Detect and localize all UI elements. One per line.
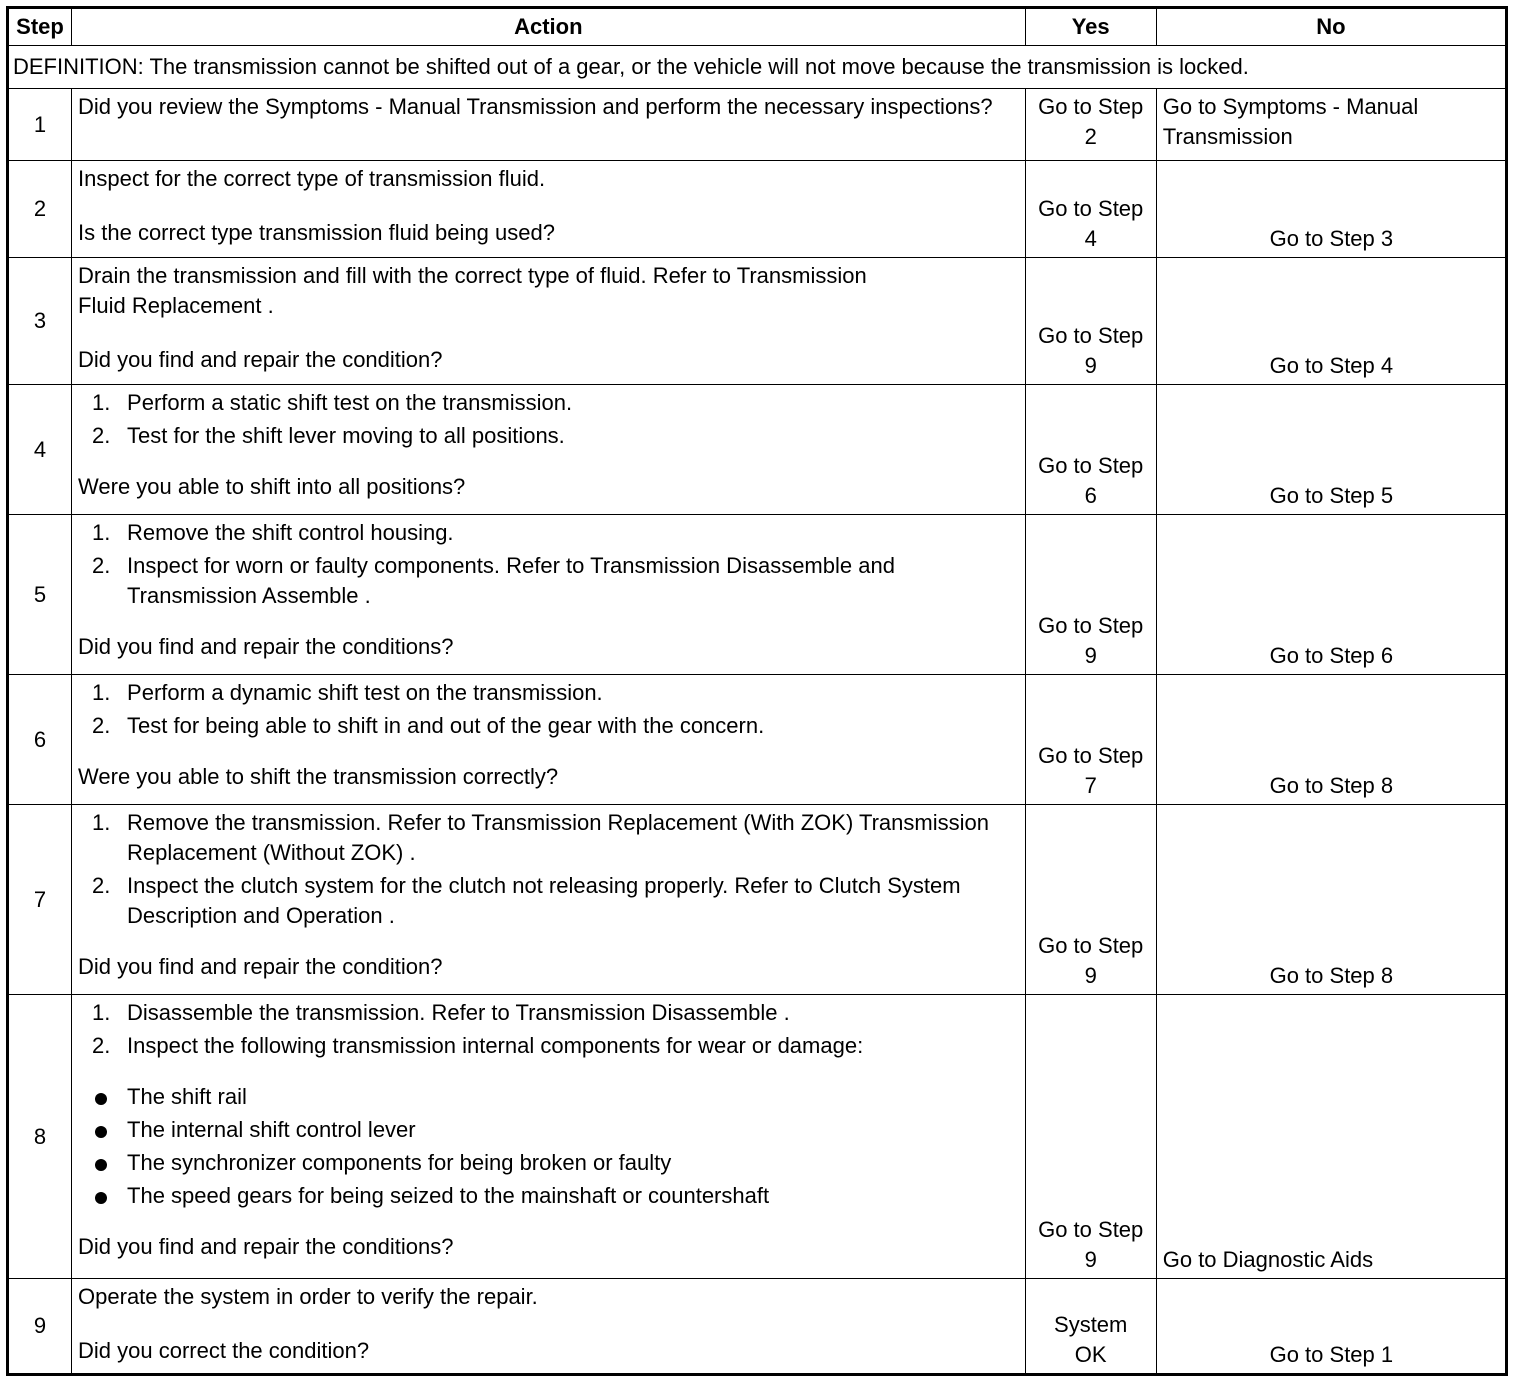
action-intro: Inspect for the correct type of transmission fluid. xyxy=(78,166,546,191)
action-cell xyxy=(72,995,1026,1279)
step-number: 8 xyxy=(8,995,72,1279)
bullet-item xyxy=(78,1082,1020,1112)
table-row xyxy=(8,385,1507,515)
table-row xyxy=(8,515,1507,675)
header-row xyxy=(8,8,1507,46)
step-number: 5 xyxy=(8,515,72,675)
bullet-icon xyxy=(95,1159,107,1171)
yes-cell xyxy=(1025,258,1156,385)
table-row xyxy=(8,995,1507,1279)
action-question: Did you find and repair the conditions? xyxy=(78,634,454,659)
bullet-item xyxy=(78,1148,1020,1178)
yes-line: 2 xyxy=(1084,124,1097,149)
list-item-text: Inspect for worn or faulty components. Refer to Transmission Disassemble and Transmission Assemble . xyxy=(127,553,895,608)
action-cell xyxy=(72,805,1026,995)
yes-line: System xyxy=(1054,1312,1128,1337)
bullet-item xyxy=(78,1115,1020,1145)
step-number: 4 xyxy=(8,385,72,515)
list-item-text: Remove the shift control housing. xyxy=(127,520,454,545)
list-item: 2. Inspect the following transmission internal components for wear or damage: xyxy=(92,1033,864,1058)
table-row xyxy=(8,258,1507,385)
action-question: Is the correct type transmission fluid being used? xyxy=(78,220,555,245)
no-cell: Go to Step 8 xyxy=(1156,805,1506,995)
list-item-text: Remove the transmission. Refer to Transmission Replacement (With ZOK) Transmission Replacement (Without ZOK) . xyxy=(127,810,989,865)
no-cell: Go to Step 1 xyxy=(1156,1279,1506,1375)
table-row xyxy=(8,161,1507,258)
action-cell xyxy=(72,515,1026,675)
definition-row xyxy=(8,46,1507,89)
no-cell: Go to Diagnostic Aids xyxy=(1156,995,1506,1279)
table-row xyxy=(8,1279,1507,1375)
list-item-text: Test for the shift lever moving to all positions. xyxy=(127,423,565,448)
table-row xyxy=(8,805,1507,995)
no-cell: Go to Step 4 xyxy=(1156,258,1506,385)
yes-line: Go to Step xyxy=(1038,323,1144,348)
list-item-text: Inspect the following transmission internal components for wear or damage: xyxy=(127,1033,864,1058)
bullet-list xyxy=(78,1082,1020,1211)
action-cell xyxy=(72,161,1026,258)
step-number: 7 xyxy=(8,805,72,995)
numbered-list xyxy=(78,998,1020,1061)
no-cell: Go to Step 3 xyxy=(1156,161,1506,258)
yes-cell xyxy=(1025,161,1156,258)
bullet-text: The synchronizer components for being broken or faulty xyxy=(127,1150,672,1175)
step-number: 3 xyxy=(8,258,72,385)
no-cell: Go to Step 8 xyxy=(1156,675,1506,805)
yes-line: Go to Step xyxy=(1038,743,1144,768)
action-question: Did you correct the condition? xyxy=(78,1338,370,1363)
list-item-text: Perform a dynamic shift test on the transmission. xyxy=(127,680,603,705)
yes-cell xyxy=(1025,1279,1156,1375)
action-question: Were you able to shift the transmission correctly? xyxy=(78,764,559,789)
numbered-list xyxy=(78,388,1020,451)
diagnostic-table xyxy=(6,6,1508,1376)
yes-line: 9 xyxy=(1084,963,1097,988)
step-number: 2 xyxy=(8,161,72,258)
header-action: Action xyxy=(72,8,1026,46)
action-question: Were you able to shift into all positions? xyxy=(78,474,466,499)
yes-line: Go to Step xyxy=(1038,933,1144,958)
list-item-text: Perform a static shift test on the transmission. xyxy=(127,390,573,415)
no-line: Transmission xyxy=(1162,124,1293,149)
bullet-icon xyxy=(95,1192,107,1204)
list-item-text: Inspect the clutch system for the clutch not releasing properly. Refer to Clutch System Description and Operation . xyxy=(127,873,961,928)
yes-line: Go to Step xyxy=(1038,453,1144,478)
action-cell xyxy=(72,385,1026,515)
yes-cell xyxy=(1025,805,1156,995)
action-cell xyxy=(72,1279,1026,1375)
no-line: Go to Symptoms - Manual xyxy=(1162,94,1419,119)
yes-line: 6 xyxy=(1084,483,1097,508)
yes-line: Go to Step xyxy=(1038,94,1144,119)
yes-line: 9 xyxy=(1084,353,1097,378)
action-intro: Operate the system in order to verify the repair. xyxy=(78,1284,538,1309)
header-step: Step xyxy=(8,8,72,46)
bullet-item xyxy=(78,1181,1020,1211)
list-item: 2. Inspect for worn or faulty components. Refer to Transmission Disassemble and Transmission Assemble . xyxy=(92,553,895,608)
yes-cell xyxy=(1025,515,1156,675)
bullet-text: The speed gears for being seized to the mainshaft or countershaft xyxy=(127,1183,770,1208)
yes-line: 4 xyxy=(1084,226,1097,251)
yes-line: Go to Step xyxy=(1038,196,1144,221)
action-text: Did you review the Symptoms - Manual Transmission and perform the necessary inspections? xyxy=(72,89,1026,161)
no-cell: Go to Step 6 xyxy=(1156,515,1506,675)
yes-cell xyxy=(1025,89,1156,161)
numbered-list xyxy=(78,518,1020,611)
no-cell: Go to Step 5 xyxy=(1156,385,1506,515)
no-cell xyxy=(1156,89,1506,161)
action-question: Did you find and repair the conditions? xyxy=(78,1234,454,1259)
yes-line: Go to Step xyxy=(1038,613,1144,638)
bullet-text: The internal shift control lever xyxy=(127,1117,416,1142)
list-item-text: Disassemble the transmission. Refer to Transmission Disassemble . xyxy=(127,1000,790,1025)
list-item: 2. Inspect the clutch system for the clutch not releasing properly. Refer to Clutch System Description and Operation . xyxy=(92,873,961,928)
yes-line: Go to Step xyxy=(1038,1217,1144,1242)
list-item: 1. Perform a dynamic shift test on the transmission. xyxy=(92,680,603,705)
bullet-icon xyxy=(95,1126,107,1138)
yes-line: 9 xyxy=(1084,643,1097,668)
action-question: Did you find and repair the condition? xyxy=(78,347,443,372)
action-question: Did you find and repair the condition? xyxy=(78,954,443,979)
action-intro-line: Drain the transmission and fill with the correct type of fluid. Refer to Transmission xyxy=(78,263,867,288)
list-item: 1. Remove the shift control housing. xyxy=(92,520,454,545)
yes-cell xyxy=(1025,995,1156,1279)
header-no: No xyxy=(1156,8,1506,46)
yes-cell xyxy=(1025,385,1156,515)
list-item: 2. Test for the shift lever moving to all positions. xyxy=(92,423,565,448)
action-intro-line: Fluid Replacement . xyxy=(78,293,274,318)
numbered-list xyxy=(78,678,1020,741)
step-number: 1 xyxy=(8,89,72,161)
list-item: 1. Perform a static shift test on the transmission. xyxy=(92,390,573,415)
yes-line: 7 xyxy=(1084,773,1097,798)
bullet-icon xyxy=(95,1093,107,1105)
list-item: 2. Test for being able to shift in and out of the gear with the concern. xyxy=(92,713,765,738)
list-item: 1. Remove the transmission. Refer to Transmission Replacement (With ZOK) Transmission Replacement (Without ZOK) . xyxy=(92,810,989,865)
table-row xyxy=(8,675,1507,805)
table-row xyxy=(8,89,1507,161)
numbered-list xyxy=(78,808,1020,931)
bullet-text: The shift rail xyxy=(127,1084,247,1109)
yes-line: OK xyxy=(1074,1342,1107,1367)
list-item-text: Test for being able to shift in and out of the gear with the concern. xyxy=(127,713,765,738)
yes-line: 9 xyxy=(1084,1247,1097,1272)
definition-text: DEFINITION: The transmission cannot be shifted out of a gear, or the vehicle will not move because the transmission is locked. xyxy=(8,46,1507,89)
step-number: 6 xyxy=(8,675,72,805)
action-cell xyxy=(72,675,1026,805)
yes-cell xyxy=(1025,675,1156,805)
step-number: 9 xyxy=(8,1279,72,1375)
list-item: 1. Disassemble the transmission. Refer to Transmission Disassemble . xyxy=(92,1000,790,1025)
action-cell xyxy=(72,258,1026,385)
header-yes: Yes xyxy=(1025,8,1156,46)
